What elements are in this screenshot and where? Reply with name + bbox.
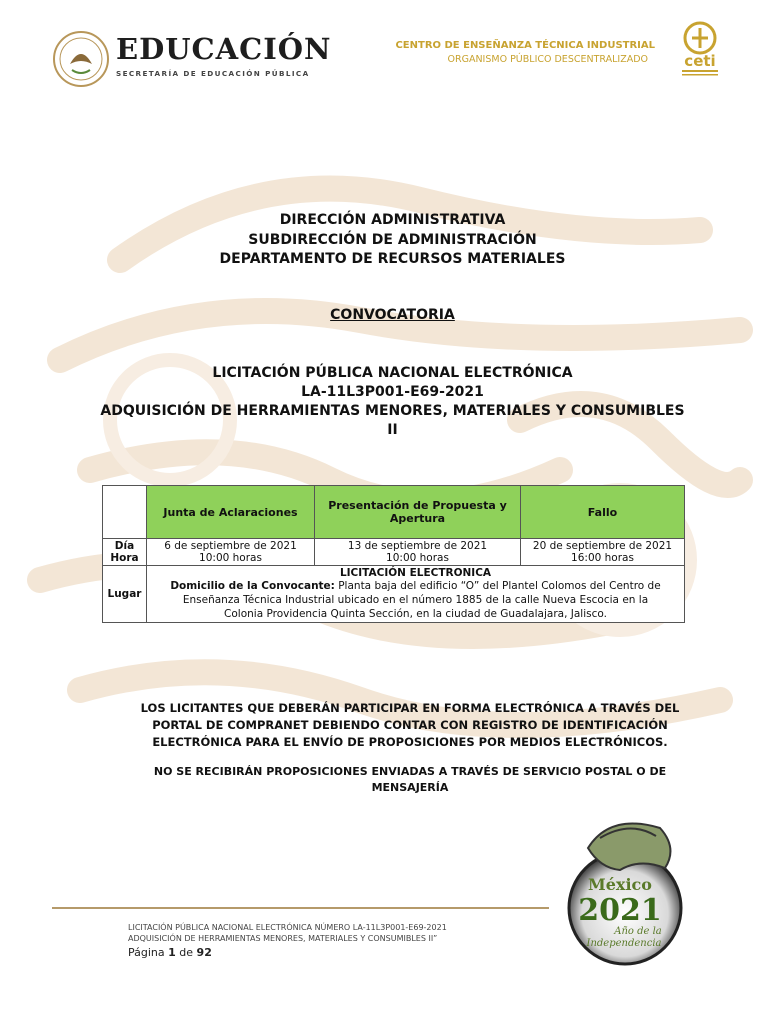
header-junta: Junta de Aclaraciones	[147, 486, 315, 539]
education-brand-subtitle: SECRETARÍA DE EDUCACIÓN PÚBLICA	[116, 69, 310, 78]
notice-2-line-2: MENSAJERÍA	[371, 781, 449, 794]
institution-subtitle: ORGANISMO PÚBLICO DESCENTRALIZADO	[447, 54, 648, 65]
header-presentacion: Presentación de Propuesta y Apertura	[315, 486, 521, 539]
cell-fallo-date	[521, 539, 685, 566]
footer-reference	[128, 922, 447, 944]
lugar-text-2: Enseñanza Técnica Industrial ubicado en el número 1885 de la calle Nueva Escocia en la	[182, 594, 649, 606]
lugar-label: Domicilio de la Convocante:	[170, 580, 335, 592]
junta-date: 6 de septiembre de 2021	[164, 540, 297, 552]
department-titles	[0, 211, 770, 270]
tender-subject: ADQUISICIÓN DE HERRAMIENTAS MENORES, MATERIALES Y CONSUMIBLES	[100, 403, 685, 419]
page-of: de	[179, 946, 194, 959]
svg-text:Año de la: Año de la	[614, 926, 662, 937]
header-fallo: Fallo	[521, 486, 685, 539]
tender-type: LICITACIÓN PÚBLICA NACIONAL ELECTRÓNICA	[212, 365, 573, 381]
presentacion-time: 10:00 horas	[386, 552, 449, 564]
fallo-date: 20 de septiembre de 2021	[532, 540, 673, 552]
page-total: 92	[196, 946, 212, 959]
notice-1-line-3: ELECTRÓNICA PARA EL ENVÍO DE PROPOSICIONES POR MEDIOS ELECTRÓNICOS.	[152, 735, 668, 749]
presentacion-date: 13 de septiembre de 2021	[347, 540, 488, 552]
svg-text:2021: 2021	[578, 893, 662, 928]
mexico-2021-logo-icon	[560, 808, 690, 968]
table-header-row	[103, 486, 685, 539]
lugar-text-3: Colonia Providencia Quinta Sección, en la ciudad de Guadalajara, Jalisco.	[224, 608, 607, 620]
mexico-seal-icon	[52, 30, 110, 88]
convocatoria-title: CONVOCATORIA	[330, 307, 455, 323]
svg-text:Independencia: Independencia	[586, 938, 662, 949]
fallo-time: 16:00 horas	[571, 552, 634, 564]
footer-line-2: ADQUISICIÓN DE HERRAMIENTAS MENORES, MATERIALES Y CONSUMIBLES II”	[128, 934, 438, 943]
label-dia-hora	[103, 539, 147, 566]
title-line-2: SUBDIRECCIÓN DE ADMINISTRACIÓN	[248, 231, 537, 248]
lugar-address	[149, 579, 682, 621]
ceti-logo-icon	[678, 20, 722, 78]
cell-lugar	[147, 566, 685, 623]
table-corner-cell	[103, 486, 147, 539]
tender-titles	[0, 364, 770, 440]
postal-notice	[110, 764, 710, 796]
table-row-dates	[103, 539, 685, 566]
cell-junta-date	[147, 539, 315, 566]
education-brand: EDUCACIÓN	[116, 32, 332, 66]
notice-2-line-1: NO SE RECIBIRÁN PROPOSICIONES ENVIADAS A TRAVÉS DE SERVICIO POSTAL O DE	[153, 765, 667, 778]
page-current: 1	[168, 946, 176, 959]
svg-text:ceti: ceti	[684, 52, 716, 70]
title-line-3: DEPARTAMENTO DE RECURSOS MATERIALES	[219, 251, 566, 267]
label-hora: Hora	[110, 552, 139, 564]
junta-time: 10:00 horas	[199, 552, 262, 564]
svg-text:México: México	[588, 875, 652, 894]
page-number	[128, 946, 212, 959]
electronic-participation-notice	[110, 700, 710, 751]
footer-line-1: LICITACIÓN PÚBLICA NACIONAL ELECTRÓNICA NÚMERO LA-11L3P001-E69-2021	[128, 923, 447, 932]
title-line-1: DIRECCIÓN ADMINISTRATIVA	[279, 212, 506, 228]
footer-divider	[52, 907, 549, 909]
tender-subject-suffix: II	[387, 422, 398, 438]
page-word: Página	[128, 946, 165, 959]
institution-name: CENTRO DE ENSEÑANZA TÉCNICA INDUSTRIAL	[395, 40, 655, 51]
label-dia: Día	[114, 540, 135, 552]
notice-1-line-2: PORTAL DE COMPRANET DEBIENDO CONTAR CON REGISTRO DE IDENTIFICACIÓN	[152, 718, 668, 732]
label-lugar: Lugar	[103, 566, 147, 623]
lugar-title: LICITACIÓN ELECTRONICA	[339, 567, 492, 579]
notice-1-line-1: LOS LICITANTES QUE DEBERÁN PARTICIPAR EN FORMA ELECTRÓNICA A TRAVÉS DEL	[140, 701, 680, 715]
table-row-lugar	[103, 566, 685, 623]
cell-presentacion-date	[315, 539, 521, 566]
lugar-text-1: Planta baja del edificio “O” del Plantel Colomos del Centro de	[334, 580, 661, 592]
tender-number: LA-11L3P001-E69-2021	[301, 384, 484, 400]
schedule-table	[102, 485, 685, 623]
